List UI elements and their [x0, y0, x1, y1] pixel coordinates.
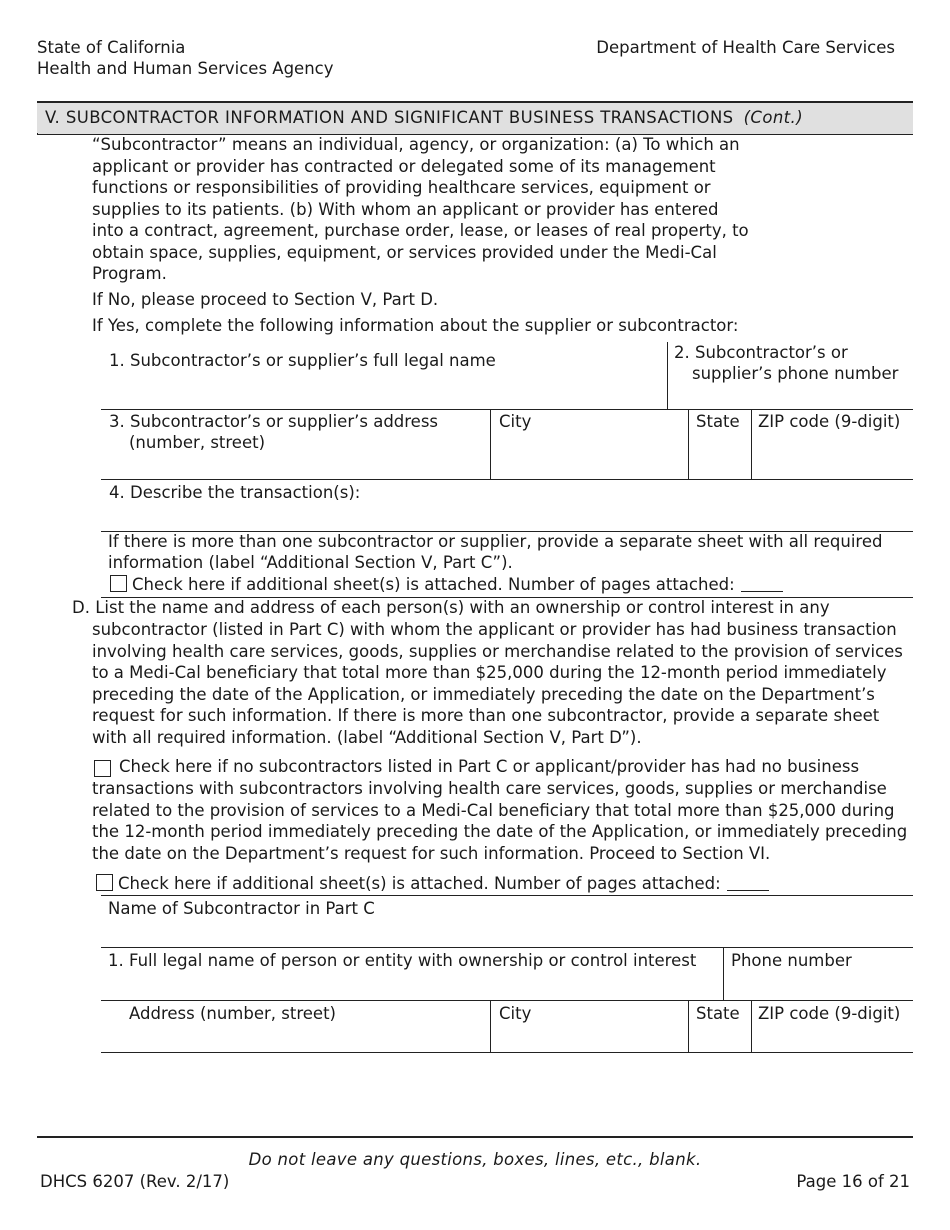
subcontractor-city-field[interactable] [491, 410, 687, 478]
subcontractor-address-label-2: (number, street) [129, 433, 266, 452]
partd-instructions-body [92, 619, 903, 748]
owner-address-label: Address (number, street) [129, 1004, 336, 1023]
section-header [37, 101, 913, 135]
no-subs-line: Check here if no subcontractors listed in Part C or applicant/provider has had no business [119, 757, 860, 776]
definition-line: applicant or provider has contracted or delegated some of its management [92, 156, 716, 176]
zip-label: ZIP code (9-digit) [758, 412, 901, 431]
more-than-one-instruction: If there is more than one subcontractor or supplier, provide a separate sheet with all required [108, 532, 883, 551]
partc-additional-sheets-row [110, 574, 783, 596]
partd-additional-sheets-checkbox[interactable] [96, 874, 113, 891]
department-name: Department of Health Care Services [596, 38, 895, 57]
subcontractor-definition [92, 134, 749, 285]
more-than-one-instruction-2: information (label “Additional Section V, Part C”). [108, 553, 513, 572]
definition-line: Program. [92, 264, 167, 283]
owner-state-field[interactable] [689, 1001, 750, 1052]
definition-line: into a contract, agreement, purchase order, lease, or leases of real property, to [92, 221, 749, 240]
no-subcontractors-checkbox[interactable] [94, 760, 111, 777]
no-subs-line: transactions with subcontractors involving health care services, goods, supplies or merchandise [92, 779, 887, 798]
owner-zip-label: ZIP code (9-digit) [758, 1004, 901, 1023]
owner-city-field[interactable] [491, 1001, 687, 1052]
subcontractor-phone-field[interactable] [668, 342, 913, 409]
page-number: Page 16 of 21 [796, 1172, 910, 1191]
partd-line: involving health care services, goods, supplies or merchandise related to the provision of services [92, 641, 903, 661]
definition-line: supplies to its patients. (b) With whom an applicant or provider has entered [92, 199, 719, 219]
subcontractor-phone-label: 2. Subcontractor’s or [674, 343, 848, 362]
transaction-description-field[interactable] [101, 480, 913, 530]
no-subcontractors-text [92, 778, 907, 864]
partd-line: preceding the date of the Application, or immediately preceding the date on the Department’s [92, 684, 875, 704]
agency-name: State of California [37, 38, 186, 57]
subcontractor-phone-label-2: supplier’s phone number [692, 364, 899, 383]
no-subs-line: related to the provision of services to a Medi-Cal beneficiary that total more than $25,000 during [92, 800, 895, 820]
subcontractor-address-label: 3. Subcontractor’s or supplier’s address [109, 412, 439, 431]
transaction-description-label: 4. Describe the transaction(s): [109, 483, 361, 502]
subcontractor-name-field[interactable] [101, 342, 667, 409]
owner-legal-name-label: 1. Full legal name of person or entity with ownership or control interest [108, 951, 697, 970]
partc-pages-attached-input[interactable] [741, 577, 783, 592]
state-label: State [696, 412, 740, 431]
partc-additional-sheets-label: Check here if additional sheet(s) is attached. Number of pages attached: [132, 575, 735, 594]
subcontractor-zip-field[interactable] [752, 410, 913, 478]
no-subs-line: the 12-month period immediately preceding the date of the Application, or immediately preceding [92, 822, 908, 841]
if-yes-instruction: If Yes, complete the following information about the supplier or subcontractor: [92, 316, 739, 335]
city-label: City [499, 412, 532, 431]
no-subcontractors-text-first [119, 756, 859, 778]
section-title: V. SUBCONTRACTOR INFORMATION AND SIGNIFICANT BUSINESS TRANSACTIONS [45, 108, 734, 127]
subcontractor-in-partc-label: Name of Subcontractor in Part C [108, 899, 375, 918]
partd-instructions [72, 597, 830, 619]
owner-state-label: State [696, 1004, 740, 1023]
partd-pages-attached-input[interactable] [727, 876, 769, 891]
owner-legal-name-field[interactable] [101, 948, 722, 1000]
definition-line: functions or responsibilities of providing healthcare services, equipment or [92, 178, 711, 197]
subcontractor-name-label: 1. Subcontractor’s or supplier’s full legal name [109, 351, 496, 370]
agency-subname: Health and Human Services Agency [37, 59, 334, 78]
footer-notice: Do not leave any questions, boxes, lines, etc., blank. [248, 1150, 702, 1169]
subcontractor-in-partc-field[interactable] [101, 896, 913, 946]
definition-line: “Subcontractor” means an individual, agency, or organization: (a) To which an [92, 135, 740, 154]
partd-line: subcontractor (listed in Part C) with whom the applicant or provider has had business transaction [92, 620, 897, 639]
subcontractor-address-field[interactable] [101, 410, 490, 478]
form-id: DHCS 6207 (Rev. 2/17) [40, 1172, 230, 1191]
partd-line: with all required information. (label “Additional Section V, Part D”). [92, 727, 642, 747]
partd-line: D. List the name and address of each person(s) with an ownership or control interest in any [72, 598, 830, 617]
owner-address-field[interactable] [101, 1001, 490, 1052]
partc-additional-sheets-checkbox[interactable] [110, 575, 127, 592]
partd-line: request for such information. If there is more than one subcontractor, provide a separate sheet [92, 706, 880, 725]
owner-phone-field[interactable] [724, 948, 913, 1000]
partd-line: to a Medi-Cal beneficiary that total more than $25,000 during the 12-month period immediately [92, 663, 887, 682]
if-no-instruction: If No, please proceed to Section V, Part D. [92, 290, 439, 309]
partd-additional-sheets-label: Check here if additional sheet(s) is attached. Number of pages attached: [118, 874, 721, 893]
owner-zip-field[interactable] [752, 1001, 913, 1052]
no-subcontractors-checkbox-wrap [94, 760, 116, 779]
subcontractor-state-field[interactable] [689, 410, 750, 478]
no-subs-line: the date on the Department’s request for such information. Proceed to Section VI. [92, 843, 771, 863]
owner-city-label: City [499, 1004, 532, 1023]
partd-additional-sheets-row [96, 873, 769, 895]
definition-line: obtain space, supplies, equipment, or services provided under the Medi-Cal [92, 242, 717, 262]
section-cont: (Cont.) [743, 108, 804, 127]
owner-phone-label: Phone number [731, 951, 852, 970]
